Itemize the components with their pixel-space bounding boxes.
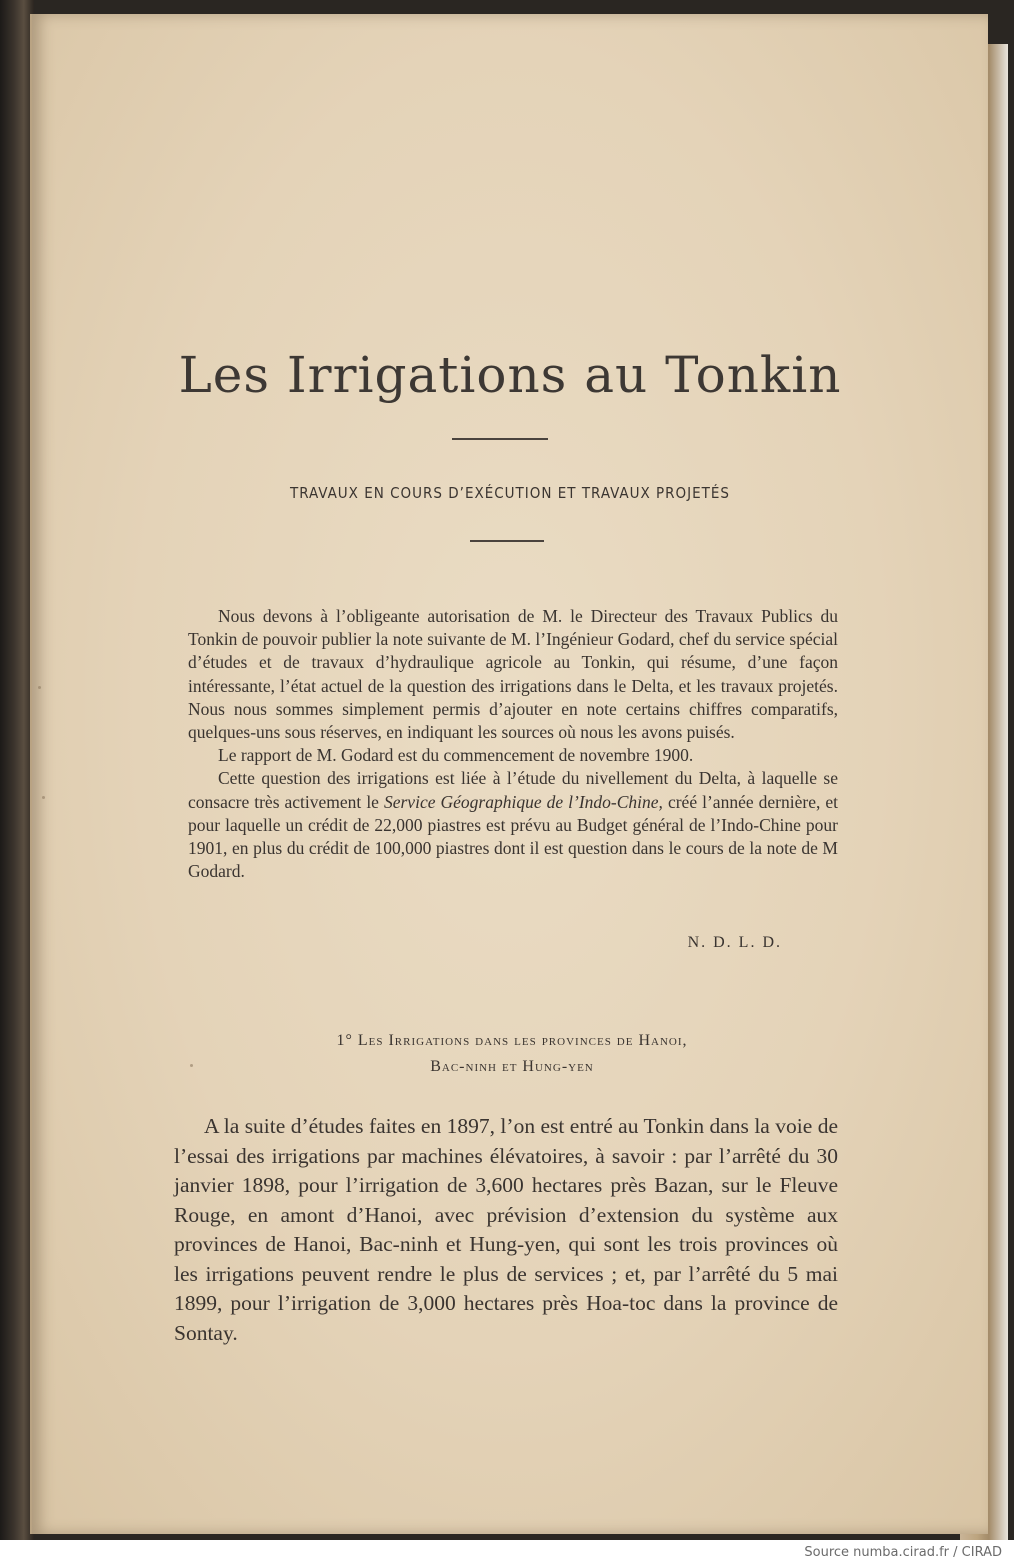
editor-note-text: créé l’année dernière, et pour laquelle un crédit de 22,000 piastres est prévu au Budget général de l’Indo-Chine pour 1901, en plus du crédit de 100,000 piastres dont il est question dans le cours de la note de M Godard. [188, 791, 838, 882]
editor-note-paragraph [188, 767, 838, 883]
title-rule [452, 438, 548, 440]
body-text [174, 1112, 838, 1348]
section-heading [182, 1028, 842, 1080]
book-binding [0, 0, 34, 1540]
footer-bar [0, 1540, 1014, 1566]
italic-service-name: Service Géographique de l’Indo-Chine, [383, 791, 663, 812]
paper-speck [42, 796, 45, 799]
editor-signature: N. D. L. D. [687, 934, 782, 951]
paper-speck [190, 1064, 193, 1067]
body-paragraph: A la suite d’études faites en 1897, l’on est entré au Tonkin dans la voie de l’essai des irrigations par machines élévatoires, à savoir : par l’arrêté du 30 janvier 1898, pour l’irrigation de 3,600 hectares près Bazan, sur le Fleuve Rouge, en amont d’Hanoi, avec prévision d’extension du système aux provinces de Hanoi, Bac-ninh et Hung-yen, qui sont les trois provinces où les irrigations peuvent rendre le plus de services ; et, par l’arrêté du 5 mai 1899, pour l’irrigation de 3,000 hectares près Hoa-toc dans la province de Sontay. [174, 1114, 838, 1345]
editor-note-paragraph: Nous devons à l’obligeante autorisation de M. le Directeur des Travaux Publics du Tonkin de pouvoir publier la note suivante de M. l’Ingénieur Godard, chef du service spécial d’études et de travaux d’hydraulique agricole au Tonkin, qui résume, d’une façon intéressante, l’état actuel de la question des irrigations dans le Delta, et les travaux projetés. Nous nous sommes simplement permis d’ajouter en note certains chiffres comparatifs, quelques-uns sous réserves, en indiquant les sources où nous les avons puisés. [188, 606, 838, 743]
document-title: Les Irrigations au Tonkin [178, 346, 842, 404]
source-credit: Source numba.cirad.fr / CIRAD [804, 1545, 1002, 1560]
section-heading-line: Bac-ninh et Hung-yen [430, 1058, 594, 1075]
editor-note-paragraph: Le rapport de M. Godard est du commencement de novembre 1900. [218, 745, 694, 766]
editor-note [188, 605, 838, 883]
book-page [30, 14, 988, 1534]
subtitle-rule [470, 540, 544, 542]
document-subtitle: TRAVAUX EN COURS D’EXÉCUTION ET TRAVAUX PROJETÉS [290, 484, 730, 502]
editor-note-text: Cette question des irrigations est liée à l’étude du nivellement du Delta, à laquelle se consacre très activement le [188, 768, 838, 812]
paper-speck [38, 686, 41, 689]
section-heading-line: 1° Les Irrigations dans les provinces de Hanoi, [336, 1032, 688, 1049]
